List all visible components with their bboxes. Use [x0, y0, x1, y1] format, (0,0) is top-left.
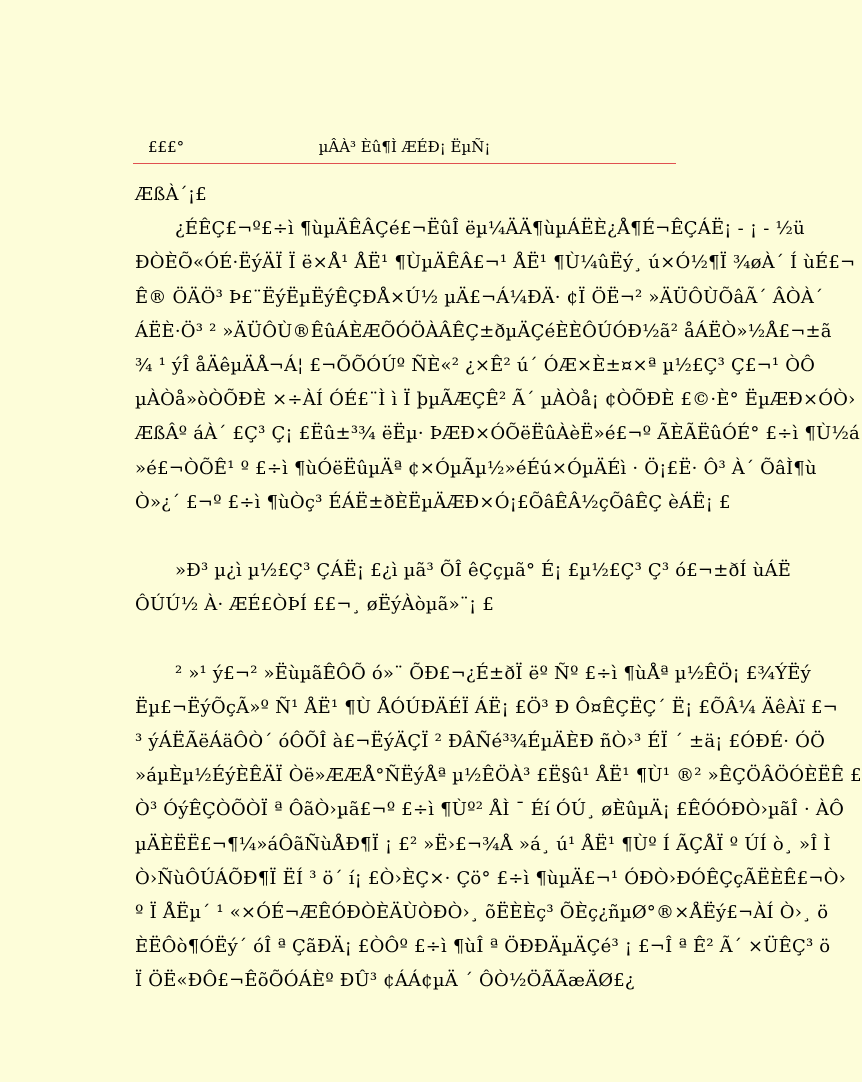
text-line: »áµÈµ½ÉýÈÊÄÏ Òë»ÆÆÅ°ÑËýÅª µ½ÊÖÀ³ £Ë§û¹ ÅË¹ ¶Ù¹ ®² »ÊÇÖÂÖÓÈËÊ £ [135, 765, 862, 787]
text-line: Ê® ÖÄÖ³ Þ£¨ËýËµËýÊÇÐÅ×Ú½ µÄ£¬Á¼ÐÄ· ¢Ï ÖË¬² »ÄÜÔÙÕâÃ´ ÂÒÀ´ [135, 286, 824, 308]
text-line [135, 999, 680, 1033]
text-line: Ëµ£¬ËýÕçÃ»º Ñ¹ ÅË¹ ¶Ù ÅÓÚÐÄÉÏ ÁË¡ £Ö³ Ð Ô¤ÊÇËÇ´ Ë¡ £ÕÂ¼ ÄêÀï £¬ [135, 696, 838, 718]
text-line: ² »¹ ý£¬² »ËùµãÊÔÕ ó»¨ ÕÐ£¬¿É±ðÏ ëº Ñº £÷ì ¶ùÅª µ½ÊÖ¡ £¾ÝËý [175, 662, 811, 684]
paragraph-gap [135, 622, 680, 656]
text-line: ³ ýÁËÃëÁäÔÒ´ óÔÕÎ à£¬ËýÄÇÏ ² ÐÂÑé³¾ÉµÄÈÐ ñÒ›³ ÉÏ ´ ±ä¡ £ÓÐÉ· ÓÖ [135, 731, 826, 752]
paragraph-gap [135, 520, 680, 554]
paragraph-3 [135, 657, 862, 1033]
chapter-heading: ÆßÀ´¡£ [135, 184, 207, 205]
text-line: »é£¬ÒÕÊ¹ º £÷ì ¶ùÓëËûµÄª ¢×ÓµÃµ½»éÉú×ÓµÄÉì · Ö¡£Ë· Ô³ À´ ÕâÌ¶ù [135, 457, 817, 479]
text-line: µÄÈËË£¬¶¼»áÔãÑùÅÐ¶Ï ¡ £² »Ë›£¬¾Å »á¸ ú¹ ÅË¹ ¶Ùº Í ÃÇÅÏ º ÚÍ ò¸ »Î Ì [135, 833, 831, 855]
text-line: Ï ÖË«ÐÔ£¬ÊõÕÓÁÈº ÐÛ³ ¢ÁÁ¢µÄ ´ ÔÒ½ÖÃÃæÄØ£¿ [135, 970, 635, 992]
text-line: Ò»¿´ £¬º £÷ì ¶ùÒç³ ÉÁË±ðÈËµÄÆÐ×Ó¡£ÕâÊÂ½çÕâÊÇ èÁË¡ £ [135, 491, 731, 513]
paragraph-2 [135, 554, 792, 622]
page-header [133, 134, 676, 164]
text-line: ¿ÉÊÇ£¬º£÷ì ¶ùµÄÊÂÇé£¬ËûÎ ëµ¼ÄÄ¶ùµÁËÈ¿Å¶É¬ÊÇÁË¡ - ¡ - ½ü [175, 218, 805, 240]
text-line: ÁËÈ·Ö³ ² »ÄÜÔÙ®ÊûÁÈÆÕÓÖÀÂÊÇ±ðµÄÇéÈÈÔÚÓÐ½ã² åÁËÒ»½Å£¬±ã [135, 320, 832, 342]
text-line: ÔÚÚ½ À· ÆÉ£ÒÞÍ ££¬¸ øËýÀòµã»¨¡ £ [135, 594, 495, 616]
page-number: £££° [148, 138, 185, 156]
running-title: µÂÀ³ Èû¶Ì ÆÉÐ¡ ËµÑ¡ [318, 138, 491, 156]
text-line: µÀÒå»òÒÕÐÈ ×÷ÀÍ ÓÉ£¨Ì ì Ï þµÃÆÇÊ² Ã´ µÀÒå¡ ¢ÒÕÐÈ £©·È° ËµÆÐ×ÓÒ› [135, 389, 856, 411]
text-line: ÆßÂº áÀ´ £Ç³ Ç¡ £Ëû±³¾ ëËµ· ÞÆÐ×ÓÕëËûÀèË»é£¬º ÃÈÃËûÓÉ° £÷ì ¶Ù½á [135, 423, 860, 445]
text-line: »Ð³ µ¿ì µ½£Ç³ ÇÁË¡ £¿ì µã³ ÕÎ êÇçµã° É¡ £µ½£Ç³ Ç³ ó£¬±ðÍ ùÁË [175, 560, 792, 582]
body-text [135, 178, 862, 1033]
text-line: Ò³ ÓýÊÇÒÕÒÏ ª ÔãÒ›µã£¬º £÷ì ¶Ùº² ÅÌ ¯ Éí ÓÚ¸ øÈûµÄ¡ £ÊÓÓÐÒ›µãÎ · ÀÔ [135, 799, 845, 821]
text-line: ¾ ¹ ýÎ åÄêµÄÅ¬Á¦ £¬ÕÕÓÚº ÑÈ«² ¿×Ê² ú´ ÓÆ×È±¤×ª µ½£Ç³ Ç£¬¹ ÒÔ [135, 354, 816, 376]
text-line: Ò›ÑùÔÚÁÕÐ¶Ï ËÍ ³ ö´ í¡ £Ò›ÈÇ×· Çö° £÷ì ¶ùµÄ£¬¹ ÓÐÒ›ÐÓÊÇçÃËÈÊ£¬Ò› [135, 867, 847, 889]
text-line: º Ï ÅËµ´ ¹ «×ÓÉ¬ÆÊÓÐÒÈÄÙÒÐÒ›¸ õËÈÈç³ ÕÈç¿ñµØ°®×ÅËý£¬ÀÍ Ò›¸ ö [135, 901, 829, 923]
paragraph-1 [135, 212, 860, 520]
text-line: ÈËÔò¶ÓËý´ óÎ ª ÇãÐÄ¡ £ÒÔº £÷ì ¶ùÎ ª ÖÐÐÄµÄÇé³ ¡ £¬Î ª Ê² Ã´ ×ÜÊÇ³ ö [135, 936, 831, 958]
text-line: ÐÒÈÕ«ÓÉ·ËýÄÏ Ï ë×Å¹ ÅË¹ ¶ÙµÄÊÂ£¬¹ ÅË¹ ¶Ù¼ûËý¸ ú×Ó½¶Ï ¾øÀ´ Í ùÉ£¬ [135, 252, 856, 274]
